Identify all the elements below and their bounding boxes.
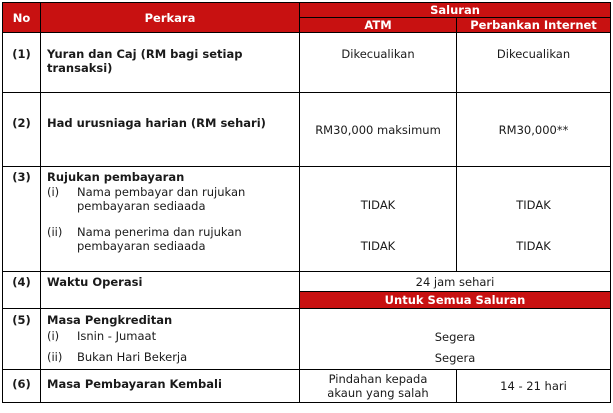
internet-value: RM30,000**: [457, 93, 611, 167]
row-title-text: Had urusniaga harian (RM sehari): [47, 116, 266, 130]
row-title: [41, 272, 300, 309]
row-title-text: Masa Pembayaran Kembali: [47, 377, 222, 391]
sub-item: [47, 329, 295, 343]
table-row-6: [3, 370, 611, 403]
row-title: [41, 33, 300, 93]
header-atm: ATM: [300, 18, 457, 33]
sub-item-numeral: (ii): [47, 350, 63, 364]
row-title-text: Rujukan pembayaran: [47, 170, 185, 184]
table-row-1: [3, 33, 611, 93]
header-internet: Perbankan Internet: [457, 18, 611, 33]
crediting-value: Segera: [434, 330, 476, 344]
row-title-text: Yuran dan Caj (RM bagi setiap transaksi): [47, 47, 243, 75]
table-row-5: [3, 309, 611, 370]
sub-item-numeral: (ii): [47, 225, 63, 239]
sub-item-text: Bukan Hari Bekerja: [77, 350, 188, 364]
header-no: No: [3, 3, 41, 33]
internet-values: [457, 167, 611, 272]
all-channels-banner: Untuk Semua Saluran: [300, 292, 611, 309]
row-number: (6): [3, 370, 41, 403]
header-saluran: Saluran: [300, 3, 611, 18]
fee-table-frame: [2, 2, 610, 411]
table-row-2: [3, 93, 611, 167]
internet-value: 14 - 21 hari: [457, 370, 611, 403]
sub-item-numeral: (i): [47, 185, 60, 199]
atm-values: [300, 167, 457, 272]
operation-hours-value: 24 jam sehari: [300, 272, 611, 292]
atm-value: RM30,000 maksimum: [300, 93, 457, 167]
row-number: (1): [3, 33, 41, 93]
row-number: (2): [3, 93, 41, 167]
sub-item: [47, 185, 295, 213]
row-title: [41, 370, 300, 403]
table-row-3: [3, 167, 611, 272]
sub-item: [47, 350, 295, 364]
crediting-value: Segera: [434, 351, 476, 365]
sub-item-text: Nama pembayar dan rujukan pembayaran sediaada: [77, 185, 246, 213]
internet-value: Dikecualikan: [457, 33, 611, 93]
row-title-text: Waktu Operasi: [47, 275, 143, 289]
internet-value: TIDAK: [516, 198, 551, 212]
sub-item-text: Isnin - Jumaat: [77, 329, 157, 343]
row-number: (3): [3, 167, 41, 272]
atm-value: Dikecualikan: [300, 33, 457, 93]
channel-comparison-table: [2, 2, 611, 403]
row-number: (4): [3, 272, 41, 309]
row-title: [41, 93, 300, 167]
crediting-values: [300, 309, 611, 370]
row-number: (5): [3, 309, 41, 370]
atm-value: TIDAK: [360, 239, 396, 253]
sub-item-numeral: (i): [47, 329, 60, 343]
atm-value: TIDAK: [360, 198, 396, 212]
row-title-text: Masa Pengkreditan: [47, 313, 173, 327]
internet-value: TIDAK: [516, 239, 551, 253]
table-row-4: [3, 272, 611, 292]
row-title: [41, 167, 300, 272]
atm-value: Pindahan kepada akaun yang salah: [300, 370, 457, 403]
row-title: [41, 309, 300, 370]
header-row-top: [3, 3, 611, 18]
sub-item-text: Nama penerima dan rujukan pembayaran sediaada: [77, 225, 242, 253]
sub-item: [47, 225, 295, 253]
header-perkara: Perkara: [41, 3, 300, 33]
